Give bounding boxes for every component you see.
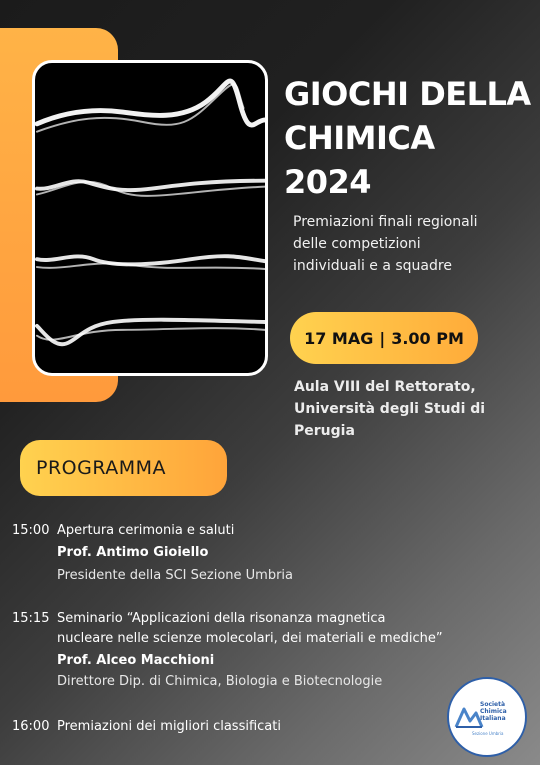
subtitle-line: Premiazioni finali regionali (293, 214, 478, 230)
nmr-waveform-image (32, 60, 268, 376)
date-separator: | (379, 328, 386, 348)
event-title (284, 72, 534, 204)
venue-line: Aula VIII del Rettorato, (294, 379, 476, 395)
schedule-event-line: Seminario “Applicazioni della risonanza magnetica (57, 611, 386, 626)
date-badge (290, 312, 478, 364)
date-day: 17 MAG (304, 328, 374, 348)
schedule-speaker: Prof. Antimo Gioiello (57, 545, 209, 560)
schedule-time: 15:00 (12, 523, 50, 538)
schedule-event: Apertura cerimonia e saluti (57, 523, 235, 538)
logo-text (480, 701, 507, 722)
venue (294, 376, 534, 442)
title-line: CHIMICA (284, 119, 435, 157)
title-line: GIOCHI DELLA (284, 75, 531, 113)
subtitle-line: delle competizioni (293, 236, 421, 252)
programma-heading (20, 440, 227, 496)
schedule-role: Presidente della SCI Sezione Umbria (57, 568, 293, 583)
subtitle-line: individuali e a squadre (293, 258, 452, 274)
event-subtitle (293, 211, 533, 277)
schedule-time: 15:15 (12, 611, 50, 626)
title-line: 2024 (284, 163, 372, 201)
logo-line: Società (480, 701, 506, 708)
schedule-time: 16:00 (12, 719, 50, 734)
schedule-speaker: Prof. Alceo Macchioni (57, 653, 215, 668)
programma-label: PROGRAMMA (36, 457, 167, 479)
logo-subtext: Sezione Umbria (472, 731, 504, 736)
venue-line: Università degli Studi di (294, 401, 486, 417)
schedule-event: Premiazioni dei migliori classificati (57, 719, 281, 734)
schedule-event-line: nucleare nelle scienze molecolari, dei materiali e mediche” (57, 631, 443, 646)
schedule-role: Direttore Dip. di Chimica, Biologia e Biotecnologie (57, 674, 383, 689)
venue-line: Perugia (294, 423, 355, 439)
logo-line: Italiana (480, 715, 506, 722)
logo-line: Chimica (480, 708, 507, 715)
sci-logo (447, 677, 527, 757)
date-time: 3.00 PM (391, 328, 464, 348)
